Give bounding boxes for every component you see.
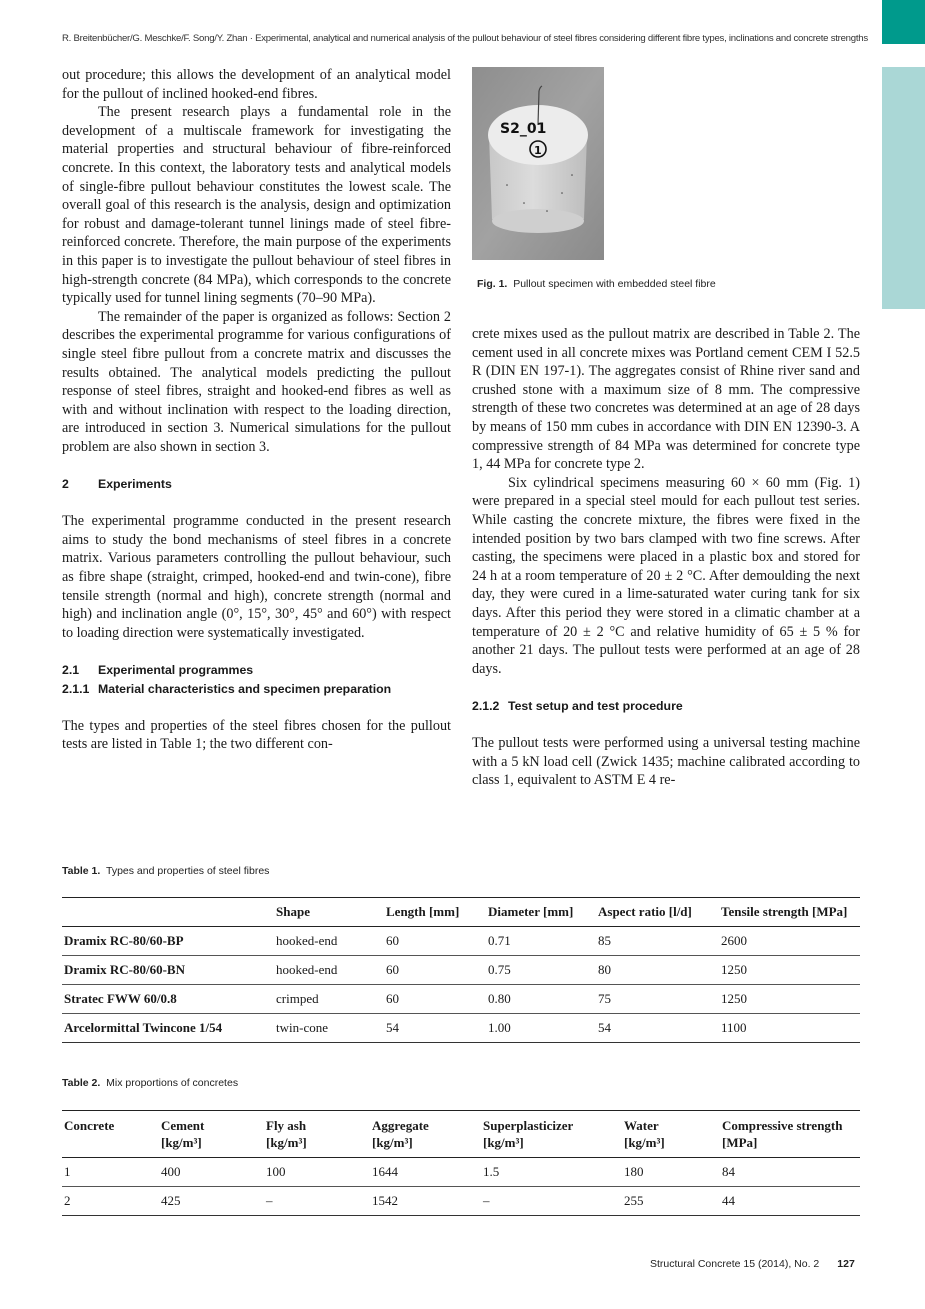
section-heading-2-1-2: 2.1.2 Test setup and test procedure <box>472 698 683 713</box>
section-heading-2: 2 Experiments <box>62 477 172 492</box>
left-column <box>62 66 451 754</box>
paragraph: The types and properties of the steel fibres chosen for the pullout tests are listed in Table 1; the two different con- <box>62 717 451 753</box>
table-header-row: Concrete Cement [kg/m³] Fly ash [kg/m³] Aggregate [kg/m³] Superplasticizer [kg/m³] Water [kg/m³] Compressive strength [MPa] <box>62 1111 860 1158</box>
paragraph: out procedure; this allows the development of an analytical model for the pullout of inclined hooked-end fibres. <box>62 67 451 102</box>
table-row: Dramix RC-80/60-BN hooked-end 60 0.75 80 1250 <box>62 956 860 985</box>
specimen-number: 1 <box>534 144 542 157</box>
figure-1-photo <box>472 67 604 260</box>
table-header-row: Shape Length [mm] Diameter [mm] Aspect ratio [l/d] Tensile strength [MPa] <box>62 898 860 927</box>
section-tab-band <box>882 67 925 309</box>
page-footer <box>650 1258 855 1270</box>
table-1-caption: Table 1. Types and properties of steel fibres <box>62 865 270 877</box>
specimen-marking: S2_01 <box>500 121 547 137</box>
table-row: Stratec FWW 60/0.8 crimped 60 0.80 75 1250 <box>62 985 860 1014</box>
section-heading-2-1: 2.1 Experimental programmes <box>62 663 254 677</box>
paragraph: The present research plays a fundamental role in the development of a multiscale framework for investigating the material properties and structural behaviour of fibre-reinforced concrete. In this context, the laboratory tests and analytical models of single-fibre pullout behaviour constitutes the lowest scale. The overall goal of this research is the analysis, design and optimization for robust and damage-tolerant tunnel linings made of steel fibre-reinforced concrete. Therefore, the main purpose of the experiments in this paper is to investigate the pullout behaviour of steel fibres in high-strength concrete (84 MPa), which corresponds to the concrete typically used for tunnel lining segments (70–90 MPa). <box>62 104 451 307</box>
table-row: Arcelormittal Twincone 1/54 twin-cone 54 1.00 54 1100 <box>62 1014 860 1043</box>
table-row: Dramix RC-80/60-BP hooked-end 60 0.71 85 2600 <box>62 927 860 956</box>
right-column <box>472 325 860 790</box>
journal-citation: Structural Concrete 15 (2014), No. 2 <box>650 1258 820 1270</box>
paragraph: The experimental programme conducted in the present research aims to study the bond mechanisms of steel fibres in a concrete matrix. Various parameters controlling the pullout behaviour, such as fibre shape (straight, crimped, hooked-end and twin-cone), fibre tensile strength (normal and high), concrete strength (normal and high) and inclination angle (0°, 15°, 30°, 45° and 60°) with respect to loading direction were systematically investigated. <box>62 513 451 641</box>
paragraph: The remainder of the paper is organized as follows: Section 2 describes the experimental programme for various configurations of single steel fibre pullout from a concrete matrix and discusses the results obtained. The analytical models predicting the pullout response of steel fibres, straight and hooked-end fibres as well as with and without inclination with respect to the loading direction, are introduced in section 3. Numerical simulations for the pullout problem are also shown in section 3. <box>62 308 451 455</box>
paragraph: The pullout tests were performed using a universal testing machine with a 5 kN load cell (Zwick 1435; machine calibrated according to class 1, equivalent to ASTM E 4 re- <box>472 735 860 789</box>
paragraph: crete mixes used as the pullout matrix are described in Table 2. The cement used in all concrete mixes was Portland cement CEM I 52.5 R (DIN EN 197-1). The aggregates consist of Rhine river sand and crushed stone with a maximum size of 8 mm. The compressive strength of these two concretes was determined at an age of 28 days by means of 150 mm cubes in accordance with DIN EN 12390-3. A compressive strength of 84 MPa was determined for concrete type 1, 44 MPa for concrete type 2. <box>472 326 860 473</box>
table-row: 1 400 100 1644 1.5 180 84 <box>62 1158 860 1187</box>
table-2 <box>62 1110 860 1216</box>
page-number: 127 <box>837 1258 855 1270</box>
running-head: R. Breitenbücher/G. Meschke/F. Song/Y. Zhan · Experimental, analytical and numerical analysis of the pullout behaviour of steel fibres considering different fibre types, inclinations and concrete strengths <box>62 33 868 44</box>
table-row: 2 425 – 1542 – 255 44 <box>62 1187 860 1216</box>
section-tab-marker <box>882 0 925 44</box>
figure-1-caption: Fig. 1. Pullout specimen with embedded steel fibre <box>477 278 716 290</box>
section-heading-2-1-1: 2.1.1 Material characteristics and specimen preparation <box>62 681 392 696</box>
table-1 <box>62 897 860 1043</box>
table-2-caption: Table 2. Mix proportions of concretes <box>62 1077 239 1089</box>
paragraph: Six cylindrical specimens measuring 60 × 60 mm (Fig. 1) were prepared in a special steel mould for each pullout test series. While casting the concrete mixture, the fibres were fixed in the intended position by two bars clamped with two fine screws. After casting, the specimens were placed in a plastic box and stored for 24 h at a room temperature of 20 ± 2 °C. After demoulding the next day, they were cured in a lime-saturated water curing tank for six days. After this period they were stored in a climatic chamber at a temperature of 20 ± 2 °C and relative humidity of 65 ± 5 % for another 21 days. The pullout tests were performed at an age of 28 days. <box>472 474 860 677</box>
